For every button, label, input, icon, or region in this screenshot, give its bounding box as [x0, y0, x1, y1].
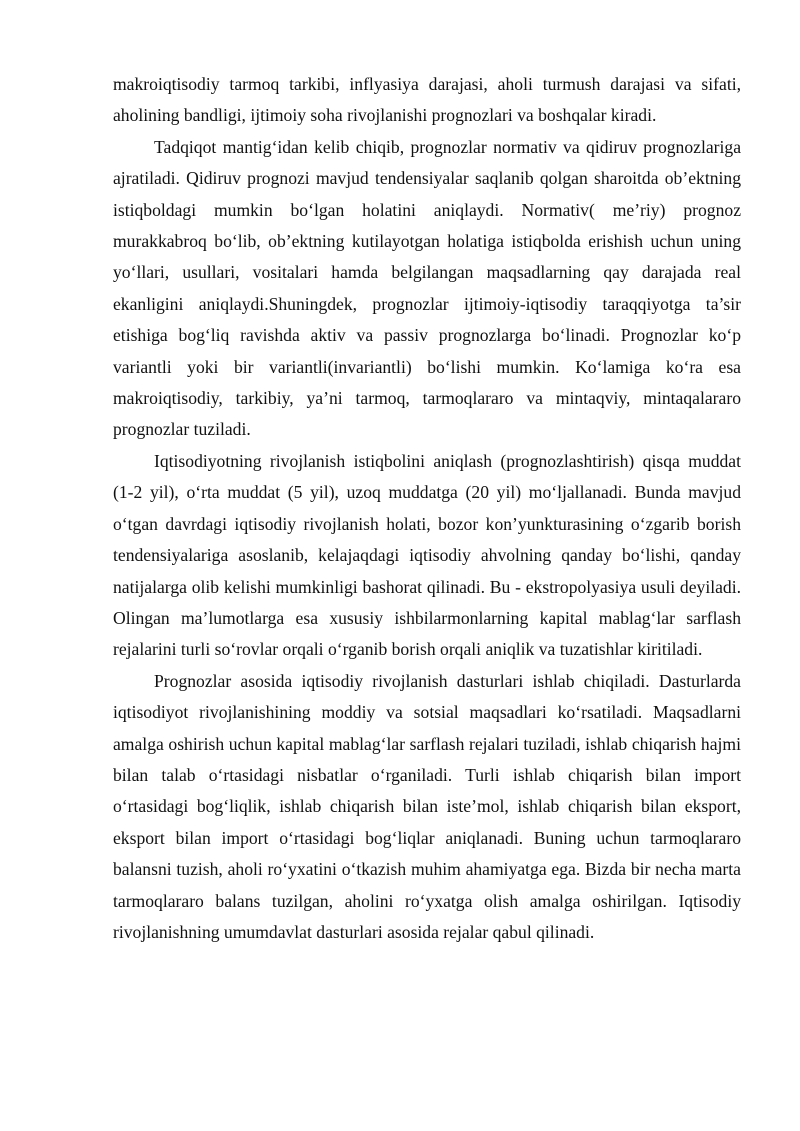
paragraph-continuation: makroiqtisodiy tarmoq tarkibi, inflyasiya darajasi, aholi turmush darajasi va sifati, aholining bandligi, ijtimoiy soha rivojlanishi prognozlari va boshqalar kiradi. [113, 74, 741, 126]
paragraph-forecast-terms: Iqtisodiyotning rivojlanish istiqbolini aniqlash (prognozlashtirish) qisqa muddat (1-2 yil), o‘rta muddat (5 yil), uzoq muddatga (20 yil) mo‘ljallanadi. Bunda mavjud o‘tgan davrdagi iqtisodiy rivojlanish holati, bozor kon’yunkturasining o‘zgarib borish tendensiyalariga asoslanib, kelajaqdagi iqtisodiy ahvolning qanday bo‘lishi, qanday natijalarga olib kelishi mumkinligi bashorat qilinadi. Bu - ekstropolyasiya usuli deyiladi. Olingan ma’lumotlarga esa xususiy ishbilarmonlarning kapital mablag‘lar sarflash rejalarini turli so‘rovlar orqali o‘rganib borish orqali aniqlik va tuzatishlar kiritiladi. [113, 450, 741, 660]
document-page [113, 69, 741, 948]
paragraph-forecast-types: Tadqiqot mantig‘idan kelib chiqib, prognozlar normativ va qidiruv prognozlariga ajratiladi. Qidiruv prognozi mavjud tendensiyalar saqlanib qolgan sharoitda ob’ektning istiqboldagi mumkin bo‘lgan holatini aniqlaydi. Normativ( me’riy) prognoz murakkabroq bo‘lib, ob’ektning kutilayotgan holatiga istiqbolda erishish uchun uning yo‘llari, usullari, vositalari hamda belgilangan maqsadlarning qay darajada real ekanligini aniqlaydi.Shuningdek, prognozlar ijtimoiy-iqtisodiy taraqqiyotga ta’sir etishiga bog‘liq ravishda aktiv va passiv prognozlarga bo‘linadi. Prognozlar ko‘p variantli yoki bir variantli(invariantli) bo‘lishi mumkin. Ko‘lamiga ko‘ra esa makroiqtisodiy, tarkibiy, ya’ni tarmoq, tarmoqlararo va mintaqviy, mintaqalararo prognozlar tuziladi. [113, 136, 741, 440]
paragraph-development-programs: Prognozlar asosida iqtisodiy rivojlanish dasturlari ishlab chiqiladi. Dasturlarda iqtisodiyot rivojlanishining moddiy va sotsial maqsadlari ko‘rsatiladi. Maqsadlarni amalga oshirish uchun kapital mablag‘lar sarflash rejalari tuziladi, ishlab chiqarish hajmi bilan talab o‘rtasidagi nisbatlar o‘rganiladi. Turli ishlab chiqarish bilan import o‘rtasidagi bog‘liqlik, ishlab chiqarish bilan iste’mol, ishlab chiqarish bilan eksport, eksport bilan import o‘rtasidagi bog‘liqlar aniqlanadi. Buning uchun tarmoqlararo balansni tuzish, aholi ro‘yxatini o‘tkazish muhim ahamiyatga ega. Bizda bir necha marta tarmoqlararo balans tuzilgan, aholini ro‘yxatga olish amalga oshirilgan. Iqtisodiy rivojlanishning umumdavlat dasturlari asosida rejalar qabul qilinadi. [113, 670, 741, 942]
